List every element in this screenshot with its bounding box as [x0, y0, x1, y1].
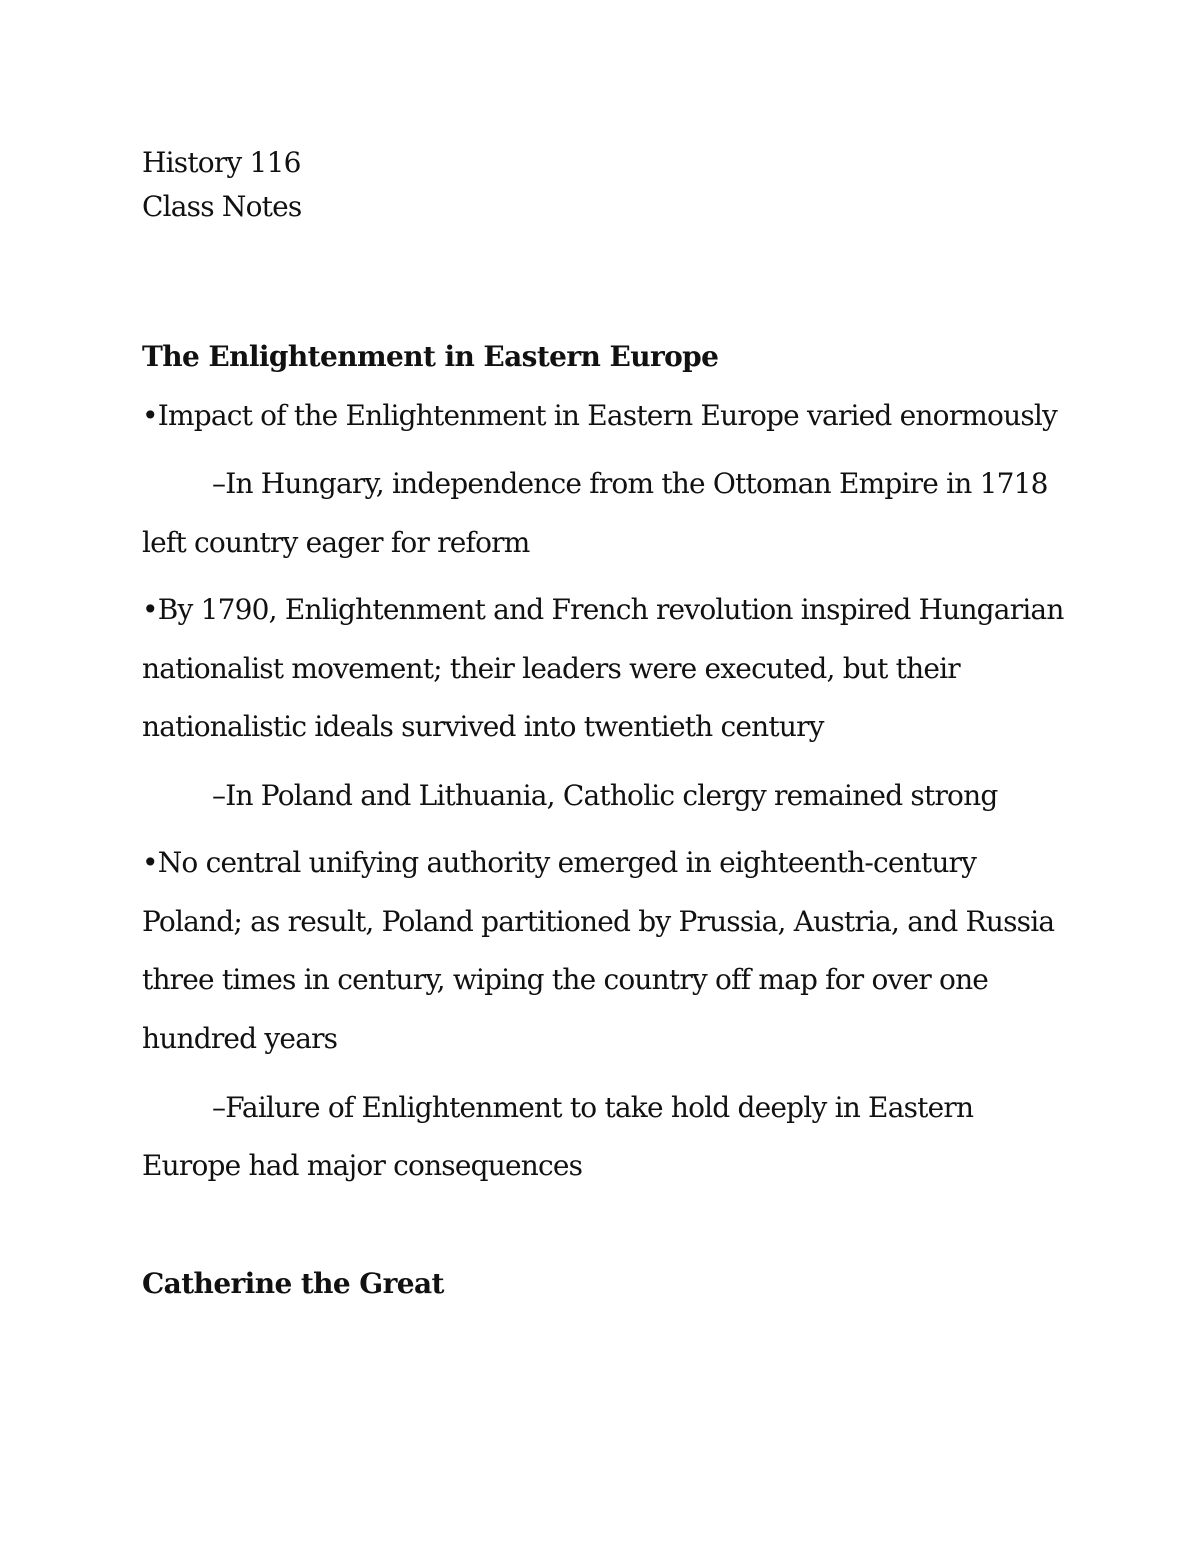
note-line: •No central unifying authority emerged in eighteenth-century [142, 846, 977, 879]
note-line: Europe had major consequences [142, 1149, 583, 1182]
note-line: –In Poland and Lithuania, Catholic clergy remained strong [212, 779, 998, 812]
section-heading-enlightenment: The Enlightenment in Eastern Europe [142, 340, 719, 373]
note-line: •By 1790, Enlightenment and French revolution inspired Hungarian [142, 593, 1064, 626]
section-heading-catherine: Catherine the Great [142, 1267, 444, 1300]
note-line: –In Hungary, independence from the Ottoman Empire in 1718 [212, 467, 1048, 500]
note-line: nationalist movement; their leaders were executed, but their [142, 652, 960, 685]
note-line: three times in century, wiping the country off map for over one [142, 963, 989, 996]
note-line: hundred years [142, 1022, 338, 1055]
note-line: left country eager for reform [142, 526, 530, 559]
note-line: –Failure of Enlightenment to take hold deeply in Eastern [212, 1091, 974, 1124]
note-line: •Impact of the Enlightenment in Eastern Europe varied enormously [142, 399, 1058, 432]
note-line: Poland; as result, Poland partitioned by Prussia, Austria, and Russia [142, 905, 1055, 938]
notes-subtitle: Class Notes [142, 190, 302, 223]
course-title: History 116 [142, 146, 301, 179]
note-line: nationalistic ideals survived into twentieth century [142, 710, 824, 743]
